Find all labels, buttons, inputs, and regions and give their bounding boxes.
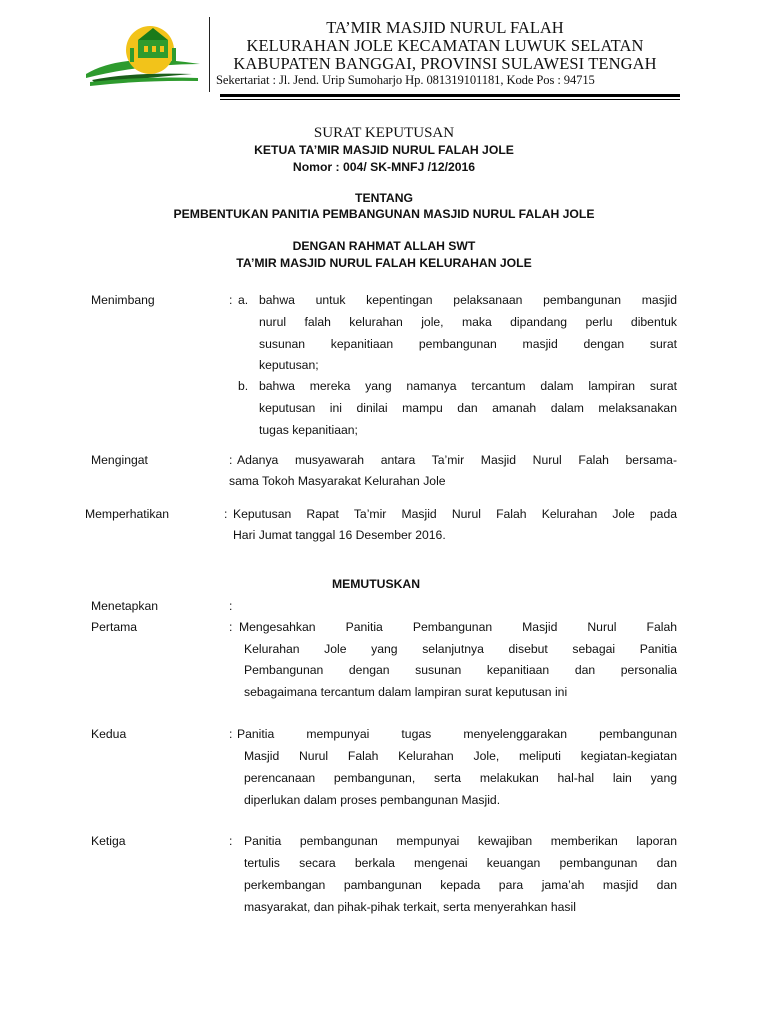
- memperhatikan-label: Memperhatikan: [85, 507, 169, 521]
- ketiga-label: Ketiga: [91, 834, 126, 848]
- org-district: KELURAHAN JOLE KECAMATAN LUWUK SELATAN: [246, 36, 644, 55]
- menimbang-label: Menimbang: [91, 293, 155, 307]
- menimbang-colon: :: [229, 293, 233, 307]
- menimbang-b-marker: b.: [238, 379, 249, 393]
- memperhatikan-colon: :: [224, 507, 228, 521]
- menimbang-a-line: nurul falah kelurahan jole, maka dipandang perlu dibentuk: [259, 315, 677, 329]
- ketiga-line: tertulis secara berkala mengenai keuangan pembangunan dan: [244, 856, 677, 870]
- letterhead-rule-thick: [220, 94, 680, 97]
- org-address: Sekertariat : Jl. Jend. Urip Sumoharjo Hp. 081319101181, Kode Pos : 94715: [216, 73, 595, 87]
- doc-subject: PEMBENTUKAN PANITIA PEMBANGUNAN MASJID NURUL FALAH JOLE: [173, 207, 595, 221]
- menetapkan-colon: :: [229, 599, 233, 613]
- ketiga-line: Panitia pembangunan mempunyai kewajiban memberikan laporan: [244, 834, 677, 848]
- ketiga-colon: :: [229, 834, 233, 848]
- org-heading: TA’MIR MASJID NURUL FALAH KELURAHAN JOLE: [236, 256, 532, 270]
- memperhatikan-line: Hari Jumat tanggal 16 Desember 2016.: [233, 528, 446, 542]
- pertama-line: sebagaimana tercantum dalam lampiran surat keputusan ini: [244, 685, 568, 699]
- mengingat-label: Mengingat: [91, 453, 148, 467]
- pertama-line: Mengesahkan Panitia Pembangunan Masjid Nurul Falah: [239, 620, 677, 634]
- menimbang-b-line: keputusan ini dinilai mampu dan amanah dalam melaksanakan: [259, 401, 677, 415]
- mengingat-line: Adanya musyawarah antara Ta’mir Masjid Nurul Falah bersama-: [237, 453, 677, 467]
- pertama-line: Kelurahan Jole yang selanjutnya disebut sebagai Panitia: [244, 642, 677, 656]
- kedua-colon: :: [229, 727, 233, 741]
- menimbang-b-line: tugas kepanitiaan;: [259, 423, 358, 437]
- kedua-line: Masjid Nurul Falah Kelurahan Jole, meliputi kegiatan-kegiatan: [244, 749, 677, 763]
- menetapkan-label: Menetapkan: [91, 599, 159, 613]
- menimbang-a-line: bahwa untuk kepentingan pelaksanaan pembangunan masjid: [259, 293, 677, 307]
- doc-number: Nomor : 004/ SK-MNFJ /12/2016: [292, 160, 476, 174]
- menimbang-a-marker: a.: [238, 293, 249, 307]
- doc-title: SURAT KEPUTUSAN: [313, 125, 455, 141]
- doc-issuer: KETUA TA’MIR MASJID NURUL FALAH JOLE: [254, 143, 514, 157]
- ketiga-line: masyarakat, dan pihak-pihak terkait, serta menyerahkan hasil: [244, 900, 576, 914]
- letterhead-divider: [209, 17, 210, 92]
- pertama-colon: :: [229, 620, 233, 634]
- menimbang-a-line: susunan kepanitiaan pembangunan masjid dengan surat: [259, 337, 677, 351]
- org-regency: KABUPATEN BANGGAI, PROVINSI SULAWESI TENGAH: [233, 54, 657, 73]
- memutuskan-heading: MEMUTUSKAN: [332, 577, 421, 591]
- org-name: TA’MIR MASJID NURUL FALAH: [326, 18, 564, 37]
- pertama-label: Pertama: [91, 620, 138, 634]
- kedua-label: Kedua: [91, 727, 127, 741]
- pertama-line: Pembangunan dengan susunan kepanitiaan dan personalia: [244, 663, 677, 677]
- kedua-line: diperlukan dalam proses pembangunan Masjid.: [244, 793, 501, 807]
- memperhatikan-line: Keputusan Rapat Ta’mir Masjid Nurul Falah Kelurahan Jole pada: [233, 507, 677, 521]
- mosque-logo-icon: [82, 18, 204, 98]
- ketiga-line: perkembangan pambangunan kepada para jama’ah masjid dan: [244, 878, 677, 892]
- mengingat-colon: :: [229, 453, 233, 467]
- kedua-line: perencanaan pembangunan, serta melakukan hal-hal lain yang: [244, 771, 677, 785]
- rahmat-heading: DENGAN RAHMAT ALLAH SWT: [292, 239, 476, 253]
- kedua-line: Panitia mempunyai tugas menyelenggarakan pembangunan: [237, 727, 677, 741]
- tentang-heading: TENTANG: [355, 191, 413, 205]
- menimbang-b-line: bahwa mereka yang namanya tercantum dalam lampiran surat: [259, 379, 677, 393]
- letterhead-rule-thin: [220, 99, 680, 100]
- menimbang-a-line: keputusan;: [259, 358, 319, 372]
- mengingat-line: sama Tokoh Masyarakat Kelurahan Jole: [229, 474, 446, 488]
